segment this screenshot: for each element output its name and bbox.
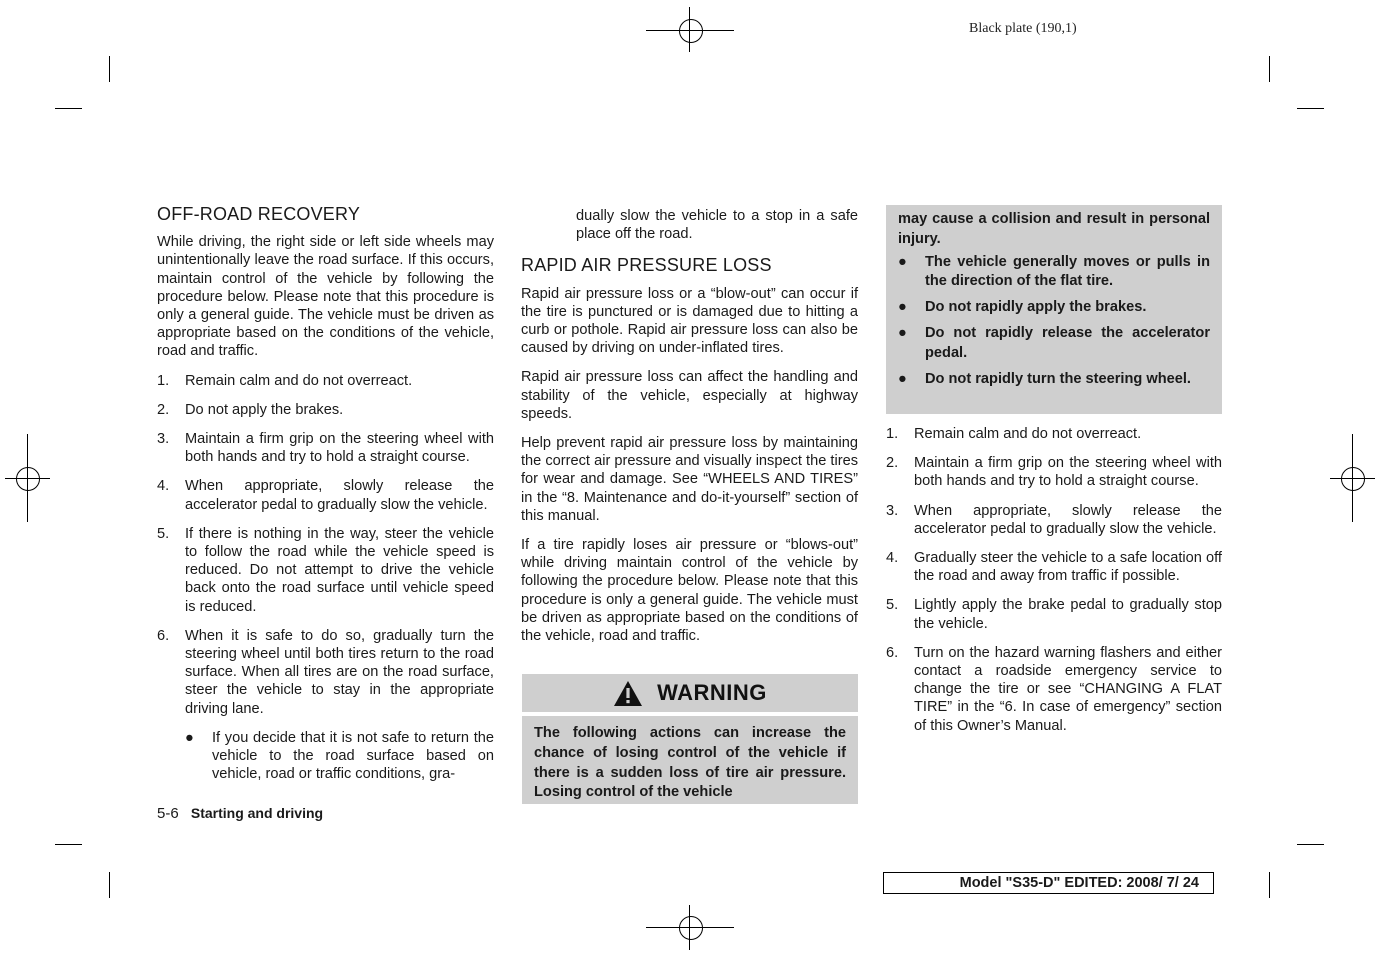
- list-item: 1. Remain calm and do not overreact.: [157, 372, 413, 389]
- bullet-item: ● If you decide that it is not safe to return the vehicle to the road surface based on vehicle, road or traffic conditions, gra-: [185, 729, 494, 783]
- warning-body: The following actions can increase the chance of losing control of the vehicle if there is a sudden loss of tire air pressure. Losing control of the vehicle: [522, 716, 858, 804]
- bullet-dot-icon: ●: [898, 324, 907, 341]
- section-heading-off-road-recovery: OFF-ROAD RECOVERY: [157, 204, 361, 224]
- warning-triangle-icon: [613, 680, 643, 707]
- bullet-item: ● Do not rapidly apply the brakes.: [898, 298, 1210, 318]
- section-heading-rapid-air-pressure-loss: RAPID AIR PRESSURE LOSS: [521, 255, 772, 276]
- plate-label: Black plate (190,1): [969, 21, 1077, 36]
- bullet-dot-icon: ●: [898, 370, 907, 387]
- air-loss-steps-list: [886, 425, 1222, 735]
- left-column: [157, 205, 494, 794]
- bullet-dot-icon: ●: [898, 299, 907, 316]
- bullet-dot-icon: ●: [898, 253, 907, 270]
- list-item: 3. Maintain a firm grip on the steering wheel with both hands and try to hold a straight course.: [157, 431, 494, 466]
- model-edition-box: Model "S35-D" EDITED: 2008/ 7/ 24: [883, 872, 1214, 894]
- right-column: [886, 425, 1222, 746]
- list-item: 6. Turn on the hazard warning flashers and either contact a roadside emergency service to change the tire or see “CHANGING A FLAT TIRE” in the “6. In case of emergency” section of this Owner’s Manual.: [886, 644, 1222, 734]
- list-item: 4. Gradually steer the vehicle to a safe location off the road and away from traffic if possible.: [886, 550, 1222, 585]
- page-number: 5-6: [157, 805, 179, 822]
- bullet-dot-icon: ●: [185, 729, 194, 746]
- list-item: 5. If there is nothing in the way, steer the vehicle to follow the road while the vehicle speed is reduced. Do not attempt to drive the vehicle back onto the road surface until vehicle speed is reduced.: [157, 525, 494, 615]
- list-item: 2. Do not apply the brakes.: [157, 401, 344, 418]
- bullet-item: ● The vehicle generally moves or pulls in the direction of the flat tire.: [898, 253, 1210, 290]
- warning-bullet-list: [898, 253, 1210, 390]
- warning-title: WARNING: [657, 680, 767, 705]
- warning-continuation-box: [886, 205, 1222, 414]
- list-item: 1. Remain calm and do not overreact.: [886, 426, 1142, 442]
- list-item: 2. Maintain a firm grip on the steering wheel with both hands and try to hold a straight course.: [886, 455, 1222, 490]
- continuation-paragraph: dually slow the vehicle to a stop in a safe place off the road.: [576, 208, 858, 243]
- warning-header: [522, 674, 858, 712]
- list-item: 4. When appropriate, slowly release the accelerator pedal to gradually slow the vehicle.: [157, 478, 494, 513]
- warning-continuation-text: may cause a collision and result in personal injury.: [898, 211, 1210, 247]
- paragraph: If a tire rapidly loses air pressure or “blows-out” while driving maintain control of the vehicle by following the procedure below. Please note that this procedure is only a general guide. The vehicle must be driven as appropriate based on the conditions of the vehicle, road and traffic.: [521, 537, 858, 645]
- bullet-item: ● Do not rapidly turn the steering wheel.: [898, 370, 1210, 390]
- off-road-steps-list: [157, 372, 494, 784]
- middle-column: [521, 207, 858, 656]
- intro-paragraph: While driving, the right side or left side wheels may unintentionally leave the road surface. If this occurs, maintain control of the vehicle by following the procedure below. Please note that this procedure is only a general guide. The vehicle must be driven as appropriate based on the conditions of the vehicle, road and traffic.: [157, 234, 494, 360]
- page-footer: [157, 805, 323, 822]
- section-name: Starting and driving: [190, 805, 324, 821]
- list-item: 6. When it is safe to do so, gradually turn the steering wheel until both tires return to the road surface. When all tires are on the road surface, steer the vehicle to stay in the appropriate driving lane. ● If you decide that it is not safe to return the vehicle to the road surface based on vehicle, road or traffic conditions, gra-: [157, 627, 494, 783]
- list-item: 5. Lightly apply the brake pedal to gradually stop the vehicle.: [886, 597, 1222, 632]
- list-item: 3. When appropriate, slowly release the accelerator pedal to gradually slow the vehicle.: [886, 502, 1222, 537]
- nested-bullet-list: [185, 729, 494, 784]
- paragraph: Rapid air pressure loss can affect the handling and stability of the vehicle, especially at highway speeds.: [521, 369, 858, 422]
- paragraph: Rapid air pressure loss or a “blow-out” can occur if the tire is punctured or is damaged due to hitting a curb or pothole. Rapid air pressure loss can also be caused by driving on under-inflated tires.: [521, 285, 858, 357]
- bullet-item: ● Do not rapidly release the accelerator pedal.: [898, 324, 1210, 361]
- paragraph: Help prevent rapid air pressure loss by maintaining the correct air pressure and visually inspect the tires for wear and damage. See “WHEELS AND TIRES” in the “8. Maintenance and do-it-yourself” section of this manual.: [521, 435, 858, 524]
